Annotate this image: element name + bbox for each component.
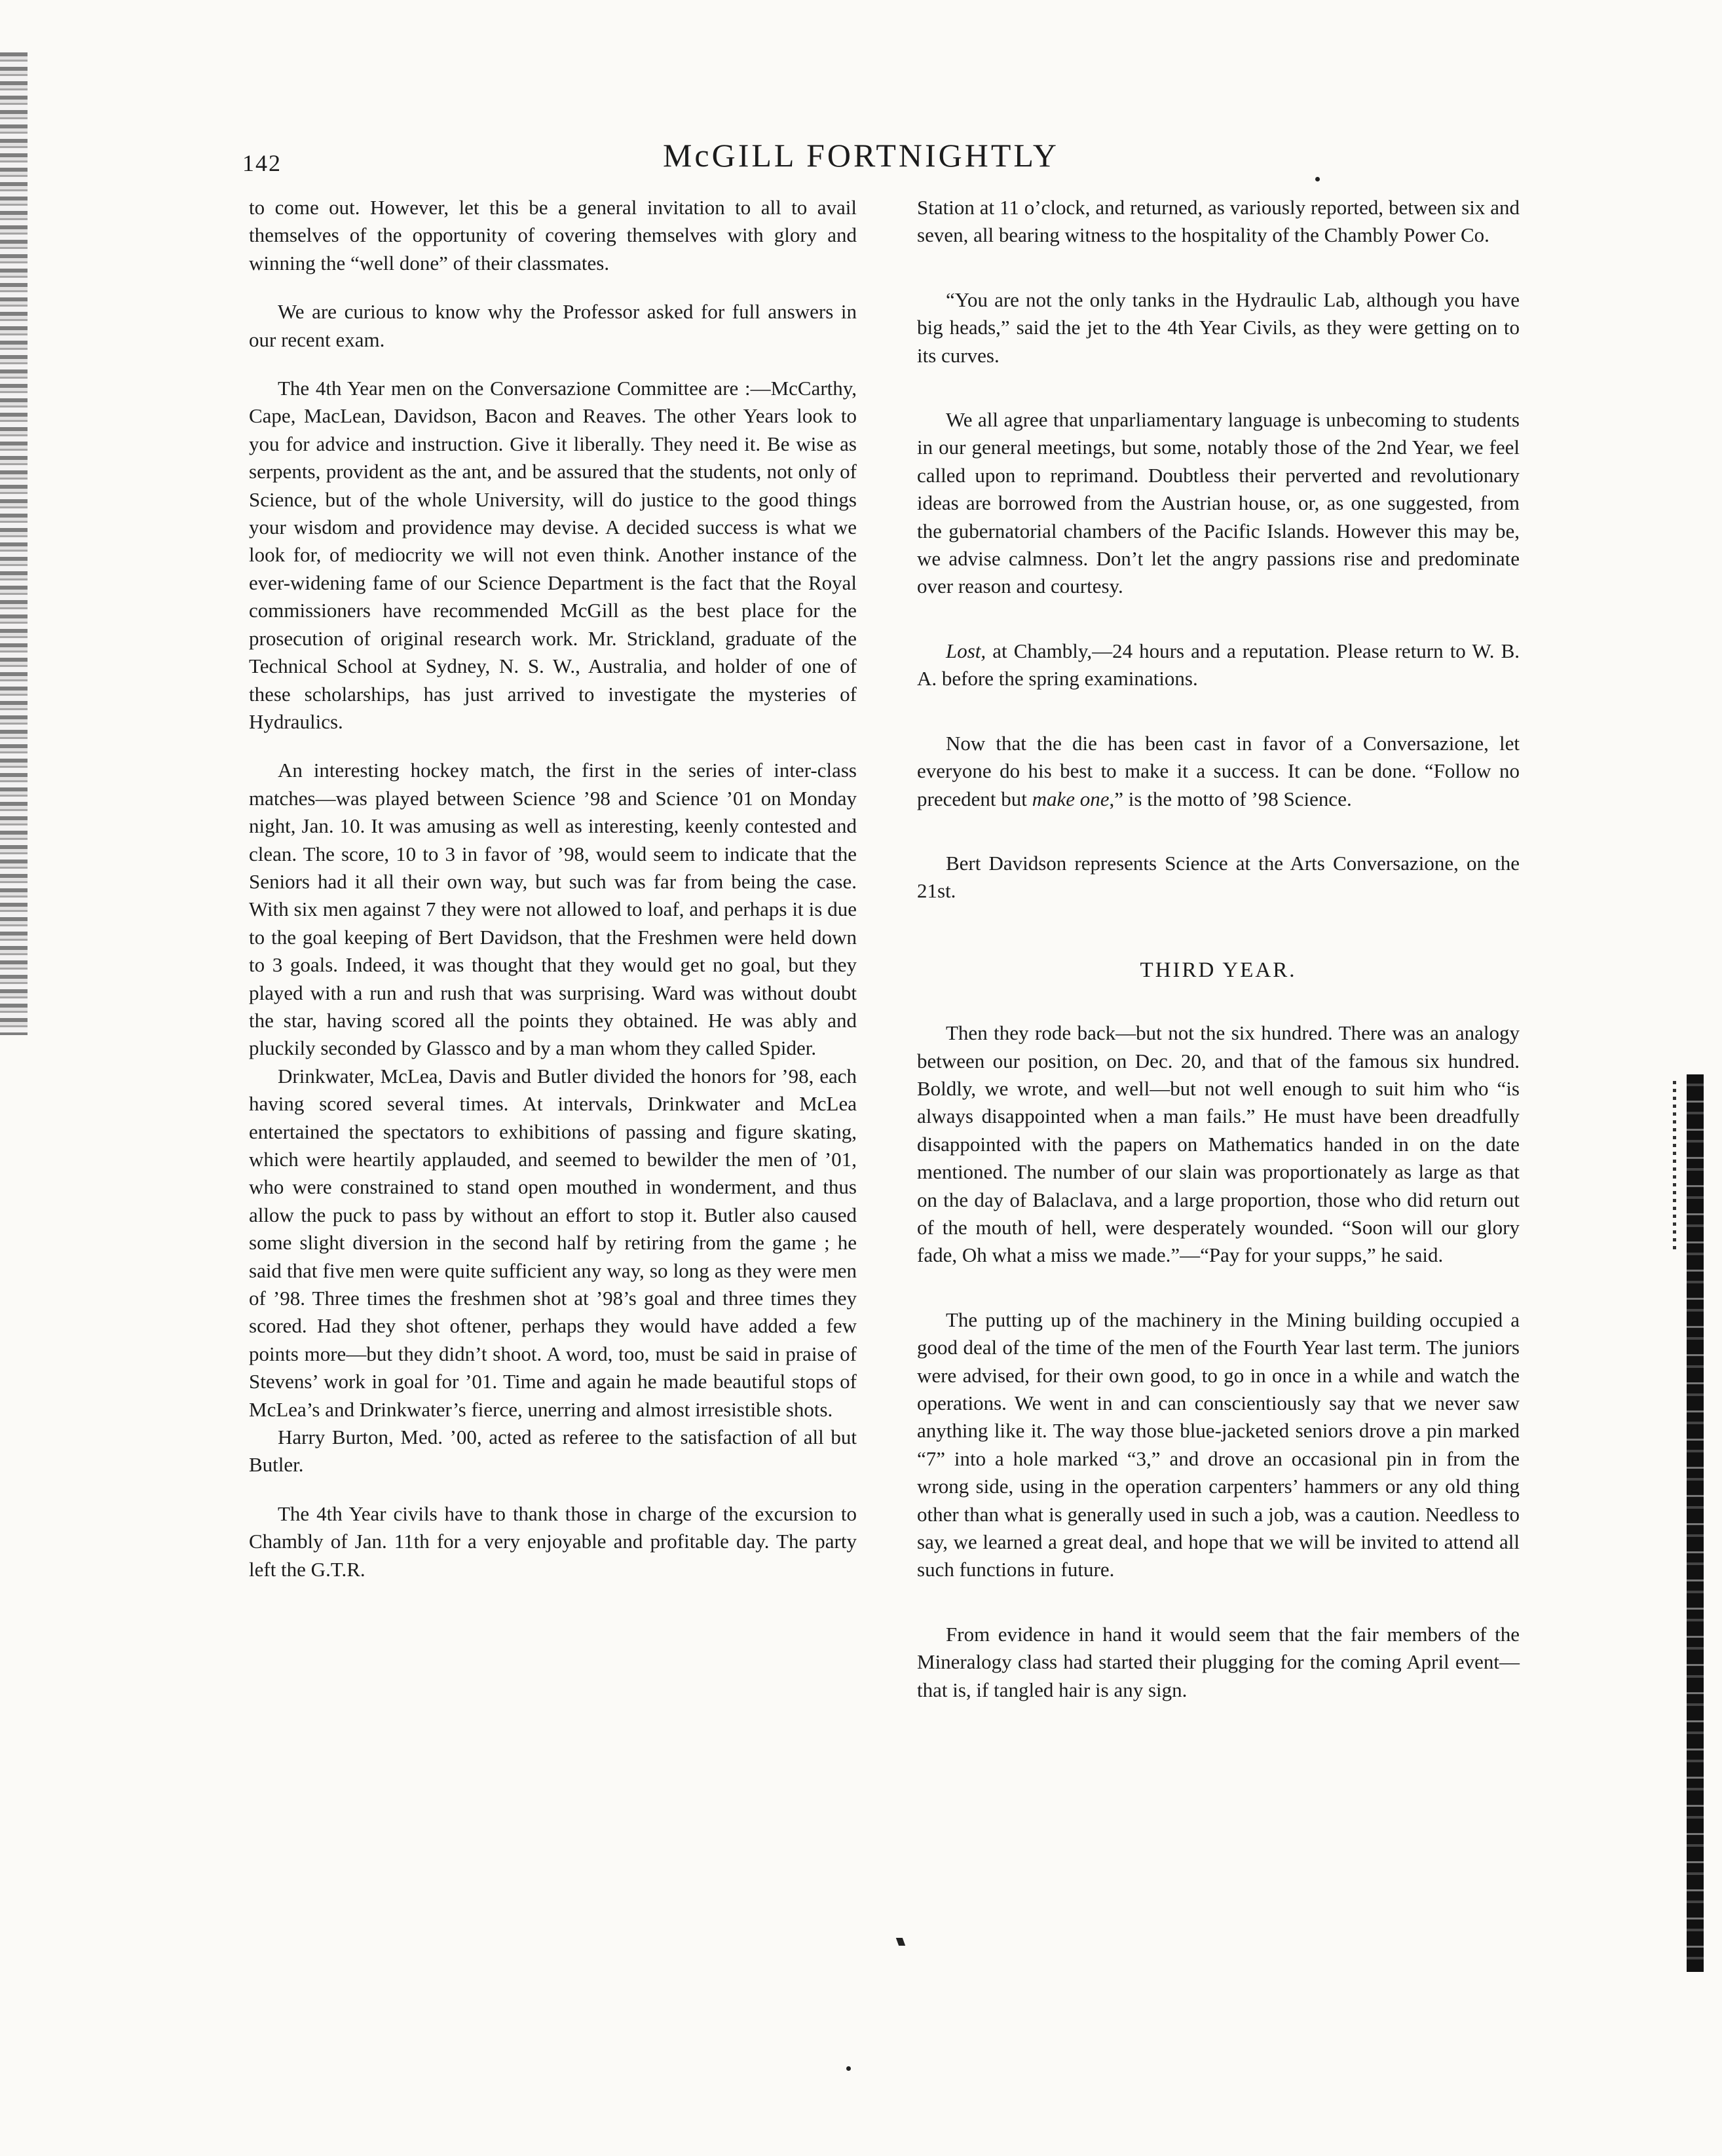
paragraph: The putting up of the machinery in the Mining building occupied a good deal of the time of the men of the Fourth Year last term. The juniors were advised, for their own good, to go in once in a while and watch the operations. We went in and can conscientiously say that we never saw anything like it. The way those blue-jacketed seniors drove a pin marked “7” into a hole marked “3,” and drove an occasional pin in from the wrong side, using in the operation carpenters’ hammers or any old thing other than what is generally used in such a job, was a caution. Needless to say, we learned a great deal, and hope that we will be invited to attend all such functions in future. [917,1308,1520,1581]
text-part: ,” is the motto of ’98 Science. [1109,787,1352,810]
paragraph: An interesting hockey match, the first in the series of inter-class matches—was played between Science ’98 and Science ’01 on Monday night, Jan. 10. It was amusing as well as interesting, keenly contested and clean. The score, 10 to 3 in favor of ’98, would seem to indicate that the Seniors had it all their own way, but such was far from being the case. With six men against 7 they were not allowed to loaf, and perhaps it is due to the goal keeping of Bert Davidson, that the Freshmen were held down to 3 goals. Indeed, it was thought that they would get no goal, but they played with a run and rush that was surprising. Ward was without doubt the star, having scored all the points they obtained. He was ably and pluckily seconded by Glassco and by a man whom they called Spider. [249,759,857,1060]
lost-notice [917,637,1520,693]
scan-speck [1315,177,1320,181]
paragraph: Drinkwater, McLea, Davis and Butler divided the honors for ’98, each having scored several times. At intervals, Drinkwater and McLea entertained the spectators to exhibitions of passing and figure skating, which were heartily applauded, and seemed to bewilder the men of ’01, who were constrained to stand open mouthed in wonderment, and thus allow the puck to pass by without an effort to stop it. Butler also caused some slight diversion in the second half by retiring from the game ; he said that five men were quite sufficient any way, so long as they were men of ’98. Three times the freshmen shot at ’98’s goal and three times they scored. Had they shot oftener, perhaps they would have added a few points more—but they didn’t shoot. A word, too, must be said in praise of Stevens’ work in goal for ’01. Time and again he made beautiful stops of McLea’s and Drinkwater’s fierce, unerring and almost irresistible shots. [249,1064,857,1421]
scan-edge-left [0,52,28,1035]
running-head: McGILL FORTNIGHTLY [662,137,1060,174]
scan-speck [846,2066,851,2071]
paragraph: The 4th Year civils have to thank those in charge of the excursion to Chambly of Jan. 11th for a very enjoyable and profitable day. The party left the G.T.R. [249,1502,857,1581]
paragraph: The 4th Year men on the Conversazione Committee are :—McCarthy, Cape, MacLean, Davidson, Bacon and Reaves. The other Years look to you for advice and instruction. Give it liberally. They need it. Be wise as serpents, provident as the ant, and be assured that the students, not only of Science, but of the whole University, will do justice to the good things your wisdom and providence may devise. A decided success is what we look for, of mediocrity we will not even think. Another instance of the ever-widening fame of our Science Department is the fact that the Royal commissioners have recommended McGill as the best place for the prosecution of original research work. Mr. Strickland, graduate of the Technical School at Sydney, N. S. W., Australia, and holder of one of these scholarships, has just arrived to investigate the mysteries of Hydraulics. [249,377,857,733]
lost-text: at Chambly,—24 hours and a reputation. Please return to W. B. A. before the spring examinations. [917,639,1520,690]
scan-mark [896,1938,905,1946]
paragraph: to come out. However, let this be a general invitation to all to avail themselves of the opportunity of covering themselves with glory and winning the “well done” of their classmates. [249,196,857,274]
scan-edge-right [1687,1074,1704,1972]
paragraph: Station at 11 o’clock, and returned, as variously reported, between six and seven, all bearing witness to the hospitality of the Chambly Power Co. [917,196,1520,247]
paragraph: Harry Burton, Med. ’00, acted as referee to the satisfaction of all but Butler. [249,1426,857,1477]
page-number: 142 [242,150,282,176]
lost-label: Lost, [946,639,986,662]
conversazione-paragraph [917,730,1520,813]
emphasis: make one [1032,787,1110,810]
paragraph: From evidence in hand it would seem that the fair members of the Mineralogy class had started their plugging for the coming April event—that is, if tangled hair is any sign. [917,1622,1520,1701]
right-column [917,194,1520,1725]
paragraph: “You are not the only tanks in the Hydraulic Lab, although you have big heads,” said the jet to the 4th Year Civils, as they were getting on to its curves. [917,288,1520,367]
section-heading: THIRD YEAR. [1140,958,1297,982]
text-part: Now that the die has been cast in favor of a Conversazione, let everyone do his best to make it a success. It can be done. “Follow no precedent but [917,731,1520,810]
paragraph: We all agree that unparliamentary language is unbecoming to students in our general meetings, but some, notably those of the 2nd Year, we feel called upon to reprimand. Doubtless their perverted and revolutionary ideas are borrowed from the Austrian house, or, as one suggested, from the gubernatorial chambers of the Pacific Islands. However this may be, we advise calmness. Don’t let the angry passions rise and predominate over reason and courtesy. [917,408,1520,598]
scan-edge-right-thin [1673,1081,1676,1251]
paragraph: Bert Davidson represents Science at the Arts Conversazione, on the 21st. [917,851,1520,903]
left-column [249,194,857,1604]
paragraph: Then they rode back—but not the six hundred. There was an analogy between our position, on Dec. 20, and that of the famous six hundred. Boldly, we wrote, and well—but not well enough to suit him who “is always disappointed when a man fails.” He must have been dreadfully disappointed with the papers on Mathematics handed in on the date mentioned. The number of our slain was proportionately as large as that on the day of Balaclava, and a large proportion, those who did return out of the mouth of hell, were desperately wounded. “Soon will our glory fade, Oh what a miss we made.”—“Pay for your supps,” he said. [917,1021,1520,1267]
paragraph: We are curious to know why the Professor asked for full answers in our recent exam. [249,300,857,351]
